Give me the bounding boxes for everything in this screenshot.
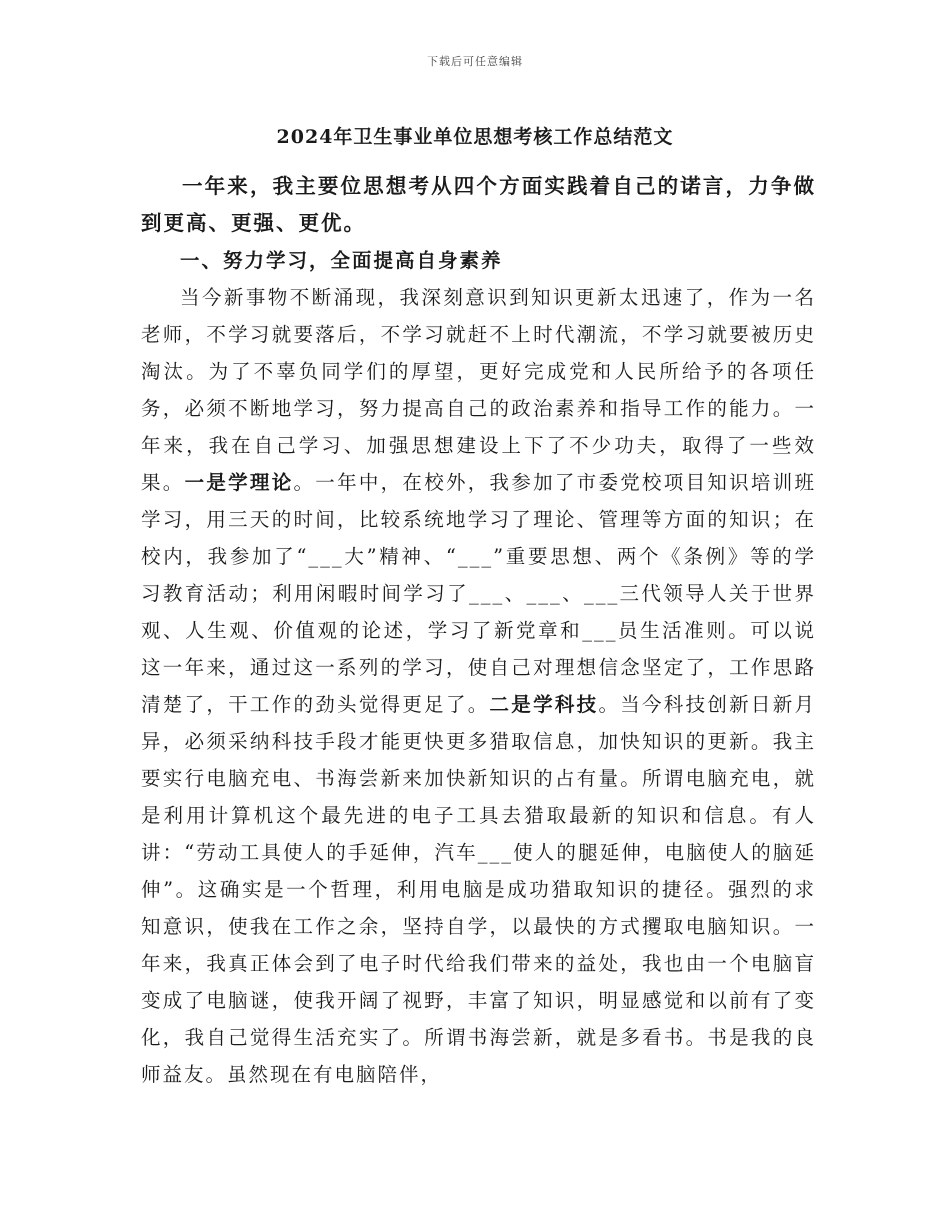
body-text-part-3: 。当今科技创新日新月异，必须采纳科技手段才能更快更多猎取信息，加快知识的更新。我主要实行电脑充电、书海尝新来加快新知识的占有量。所谓电脑充电，就是利用计算机这个最先进的电子工具去猎取最新的知识和信息。有人讲：“劳动工具使人的手延伸，汽车___使人的腿延伸，电脑使人的脑延伸”。这确实是一个哲理，利用电脑是成功猎取知识的捷径。强烈的求知意识，使我在工作之余，坚持自学，以最快的方式攫取电脑知识。一年来，我真正体会到了电子时代给我们带来的益处，我也由一个电脑盲变成了电脑谜，使我开阔了视野，丰富了知识，明显感觉和以前有了变化，我自己觉得生活充实了。所谓书海尝新，就是多看书。书是我的良师益友。虽然现在有电脑陪伴， <box>141 693 816 1086</box>
body-text-part-1: 当今新事物不断涌现，我深刻意识到知识更新太迅速了，作为一名老师，不学习就要落后，不学习就赶不上时代潮流，不学习就要被历史淘汰。为了不辜负同学们的厚望，更好完成党和人民所给予的各项任务，必须不断地学习，努力提高自己的政治素养和指导工作的能力。一年来，我在自己学习、加强思想建设上下了不少功夫，取得了一些效果。 <box>141 286 816 494</box>
body-paragraph <box>141 279 816 1093</box>
intro-paragraph: 一年来，我主要位思想考从四个方面实践着自己的诺言，力争做到更高、更强、更优。 <box>141 174 816 235</box>
document-title: 2024年卫生事业单位思想考核工作总结范文 <box>276 126 674 148</box>
key-point-theory: 一是学理论 <box>184 471 294 494</box>
document-body <box>141 168 816 1093</box>
body-text-part-2: 。一年中，在校外，我参加了市委党校项目知识培训班学习，用三天的时间，比较系统地学习了理论、管理等方面的知识；在校内，我参加了“___大”精神、“___”重要思想、两个《条例》等的学习教育活动；利用闲暇时间学习了___、___、___三代领导人关于世界观、人生观、价值观的论述，学习了新党章和___员生活准则。可以说这一年来，通过这一系列的学习，使自己对理想信念坚定了，工作思路清楚了，干工作的劲头觉得更足了。 <box>141 471 816 716</box>
key-point-technology: 二是学科技 <box>489 693 599 716</box>
section-heading: 一、努力学习，全面提高自身素养 <box>180 249 503 272</box>
header-note: 下载后可任意编辑 <box>427 55 523 68</box>
